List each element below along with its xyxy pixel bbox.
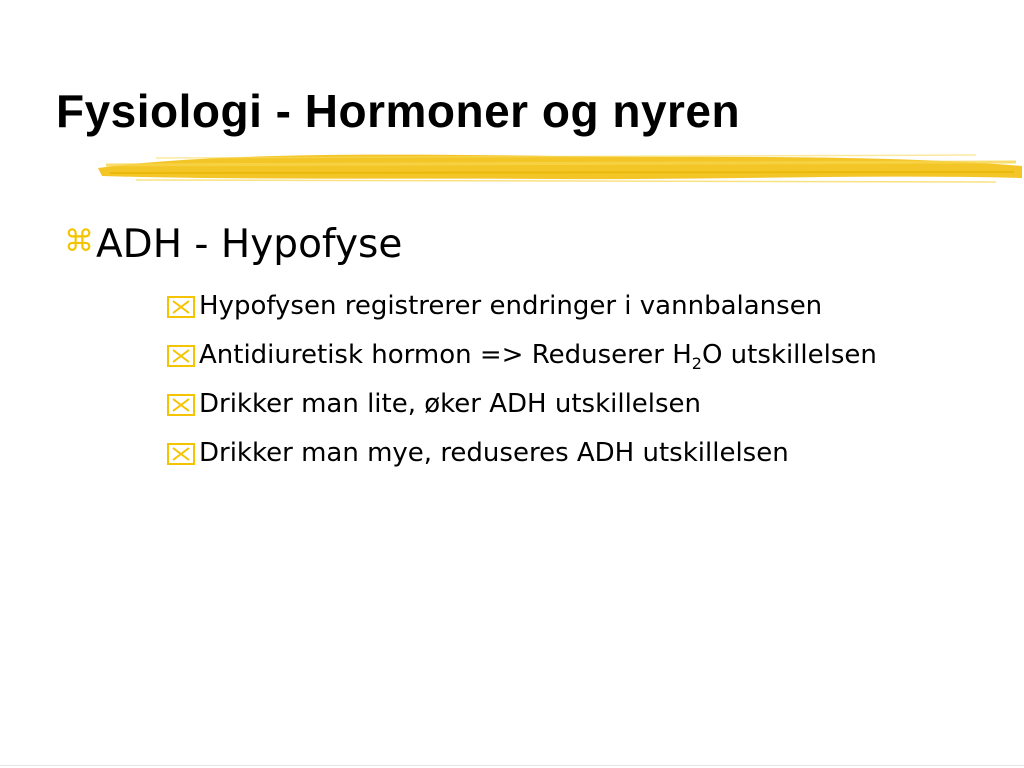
sub-bullet-text: Hypofysen registrerer endringer i vannbalansen	[199, 291, 823, 321]
title-highlight-stroke	[96, 146, 1024, 190]
sub-bullet-3	[166, 380, 877, 429]
x-box-icon	[166, 442, 196, 466]
slide-title: Fysiologi - Hormoner og nyren	[56, 85, 741, 137]
sub-bullet-2	[166, 331, 877, 380]
x-box-icon	[166, 344, 196, 368]
x-box-icon	[166, 393, 196, 417]
subscript-2: 2	[691, 354, 702, 374]
bullet-adh-hypofyse	[64, 222, 402, 269]
bullet-text: ADH - Hypofyse	[96, 222, 403, 267]
sub-bullet-4	[166, 429, 877, 478]
sub-bullet-text: Antidiuretisk hormon => Reduserer $H_2O$ utskillelsen	[199, 340, 877, 374]
command-key-icon: ⌘	[64, 224, 94, 259]
sub-bullet-1	[166, 282, 877, 331]
sub-bullet-list	[166, 282, 877, 478]
bottom-divider	[0, 765, 1024, 766]
sub-bullet-text: Drikker man mye, reduseres ADH utskillelsen	[199, 438, 789, 468]
sub-bullet-text: Drikker man lite, øker ADH utskillelsen	[199, 389, 702, 419]
x-box-icon	[166, 295, 196, 319]
